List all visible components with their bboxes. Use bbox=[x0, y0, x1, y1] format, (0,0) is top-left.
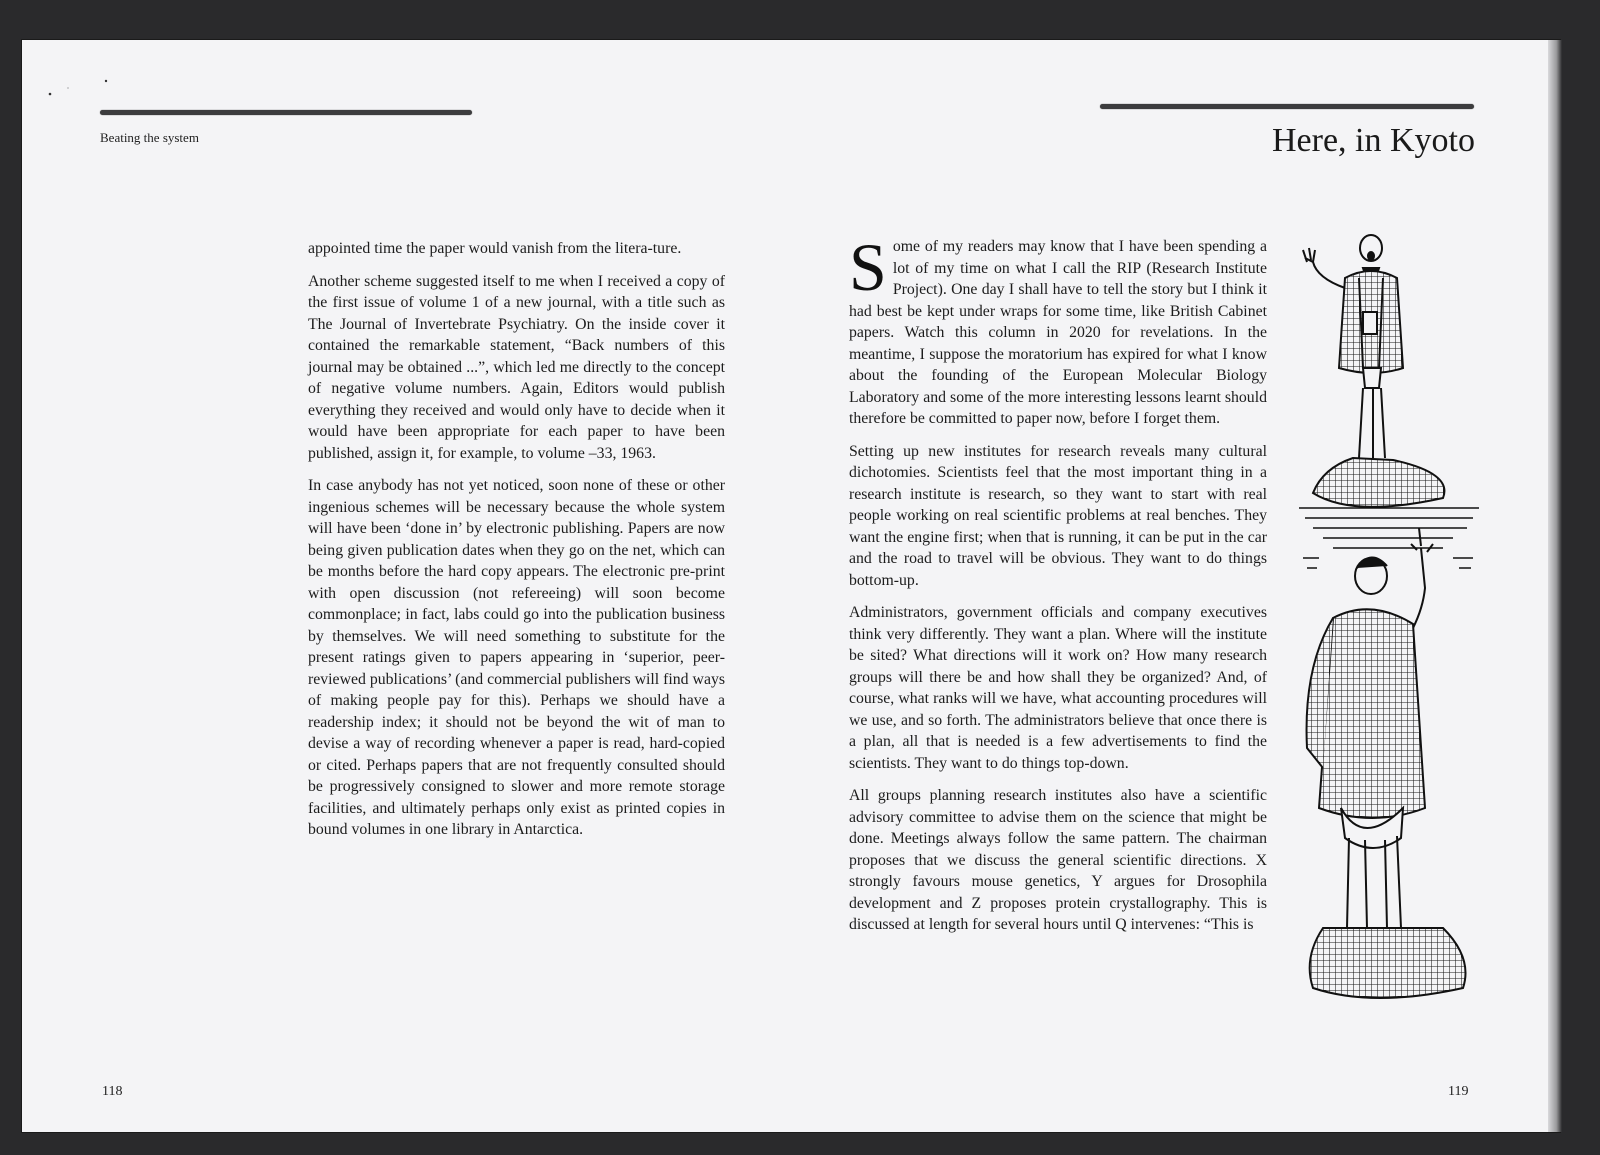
opening-paragraph bbox=[849, 229, 1267, 430]
paragraph: Administrators, government officials and company executives think very differently. They want a plan. Where will the institute be sited? What directions will it work on? How many research groups will there be and how shall they be organized? And, of course, what ranks will we have, what accounting procedures will we use, and so forth. The administrators believe that once there is a plan, all that is needed is a few advertisements to find the scientists. They want to do things top-down. bbox=[849, 604, 1267, 772]
paragraph: Setting up new institutes for research reveals many cultural dichotomies. Scientists feel that the most important thing in a research institute is research, so they want to start with real people working on real scientific problems at real benches. They want the engine first; when that is running, it can be put in the car and the road to travel will be obvious. They want to do things bottom-up. bbox=[849, 442, 1267, 589]
page-title: Here, in Kyoto bbox=[1271, 122, 1475, 159]
speaking-man-figure bbox=[1303, 235, 1444, 507]
page-edge bbox=[1548, 40, 1562, 1132]
page-number-right: 119 bbox=[1448, 1084, 1469, 1099]
paragraph: In case anybody has not yet noticed, soon none of these or other ingenious schemes will be necessary because the whole system will have been ‘done in’ by electronic publishing. Papers are now being given publication dates when they go on the net, which can be months before the hard copy appears. The electronic pre-print with open discussion (not refereeing) will soon become commonplace; in fact, labs could go into the publication business by themselves. We will need something to substitute for the present ratings given to papers appearing in ‘superior, peer-reviewed publications’ (and commercial publishers will find ways of making people pay for this). Perhaps we should have a readership index; it should not be beyond the wit of man to devise a way of recording whenever a paper is read, hard-copied or cited. Perhaps papers that are not frequently consulted should be progressively consigned to slower and more remote storage facilities, and ultimately perhaps only exist as printed copies in bound volumes in one library in Antarctica. bbox=[308, 477, 725, 838]
page-number-left: 118 bbox=[102, 1084, 123, 1099]
paragraph: Another scheme suggested itself to me when I received a copy of the first issue of volume 1 of a new journal, with a title such as The Journal of Invertebrate Psychiatry. On the inside cover it contained the remarkable statement, “Back numbers of this journal may be obtained ...”, which led me directly to the concept of negative volume numbers. Again, Editors would publish everything they received and would only have to decide when it would have been appropriate for each paper to have been published, assign it, for example, to volume –33, 1963. bbox=[308, 272, 725, 462]
running-head: Beating the system bbox=[100, 130, 199, 145]
pointing-man-figure bbox=[1307, 528, 1466, 998]
right-header-rule bbox=[1100, 104, 1474, 109]
left-header-rule bbox=[100, 110, 472, 115]
cartoon-illustration bbox=[1293, 228, 1485, 1028]
left-column-text bbox=[308, 238, 725, 852]
right-column-text bbox=[849, 229, 1267, 947]
paragraph: appointed time the paper would vanish from the litera-ture. bbox=[308, 240, 682, 257]
drop-cap: S bbox=[849, 229, 887, 305]
paragraph: All groups planning research institutes also have a scientific advisory committee to advise them on the science that might be done. Meetings always follow the same pattern. The chairman proposes that we discuss the general scientific directions. X strongly favours mouse genetics, Y argues for Drosophila development and Z proposes protein crystallography. This is discussed at length for several hours until Q intervenes: “This is bbox=[849, 787, 1267, 933]
ink-specks bbox=[48, 78, 118, 98]
water-lines bbox=[1299, 508, 1479, 568]
opening-paragraph-text: ome of my readers may know that I have been spending a lot of my time on what I call the RIP (Research Institute Project). One day I shall have to tell the story but I think it had best be kept under wraps for some time, like British Cabinet papers. Watch this column in 2020 for revelations. In the meantime, I suppose the moratorium has expired for what I know about the founding of the European Molecular Biology Laboratory and some of the more interesting lessons learnt should therefore be committed to paper now, before I forget them. bbox=[849, 238, 1267, 427]
